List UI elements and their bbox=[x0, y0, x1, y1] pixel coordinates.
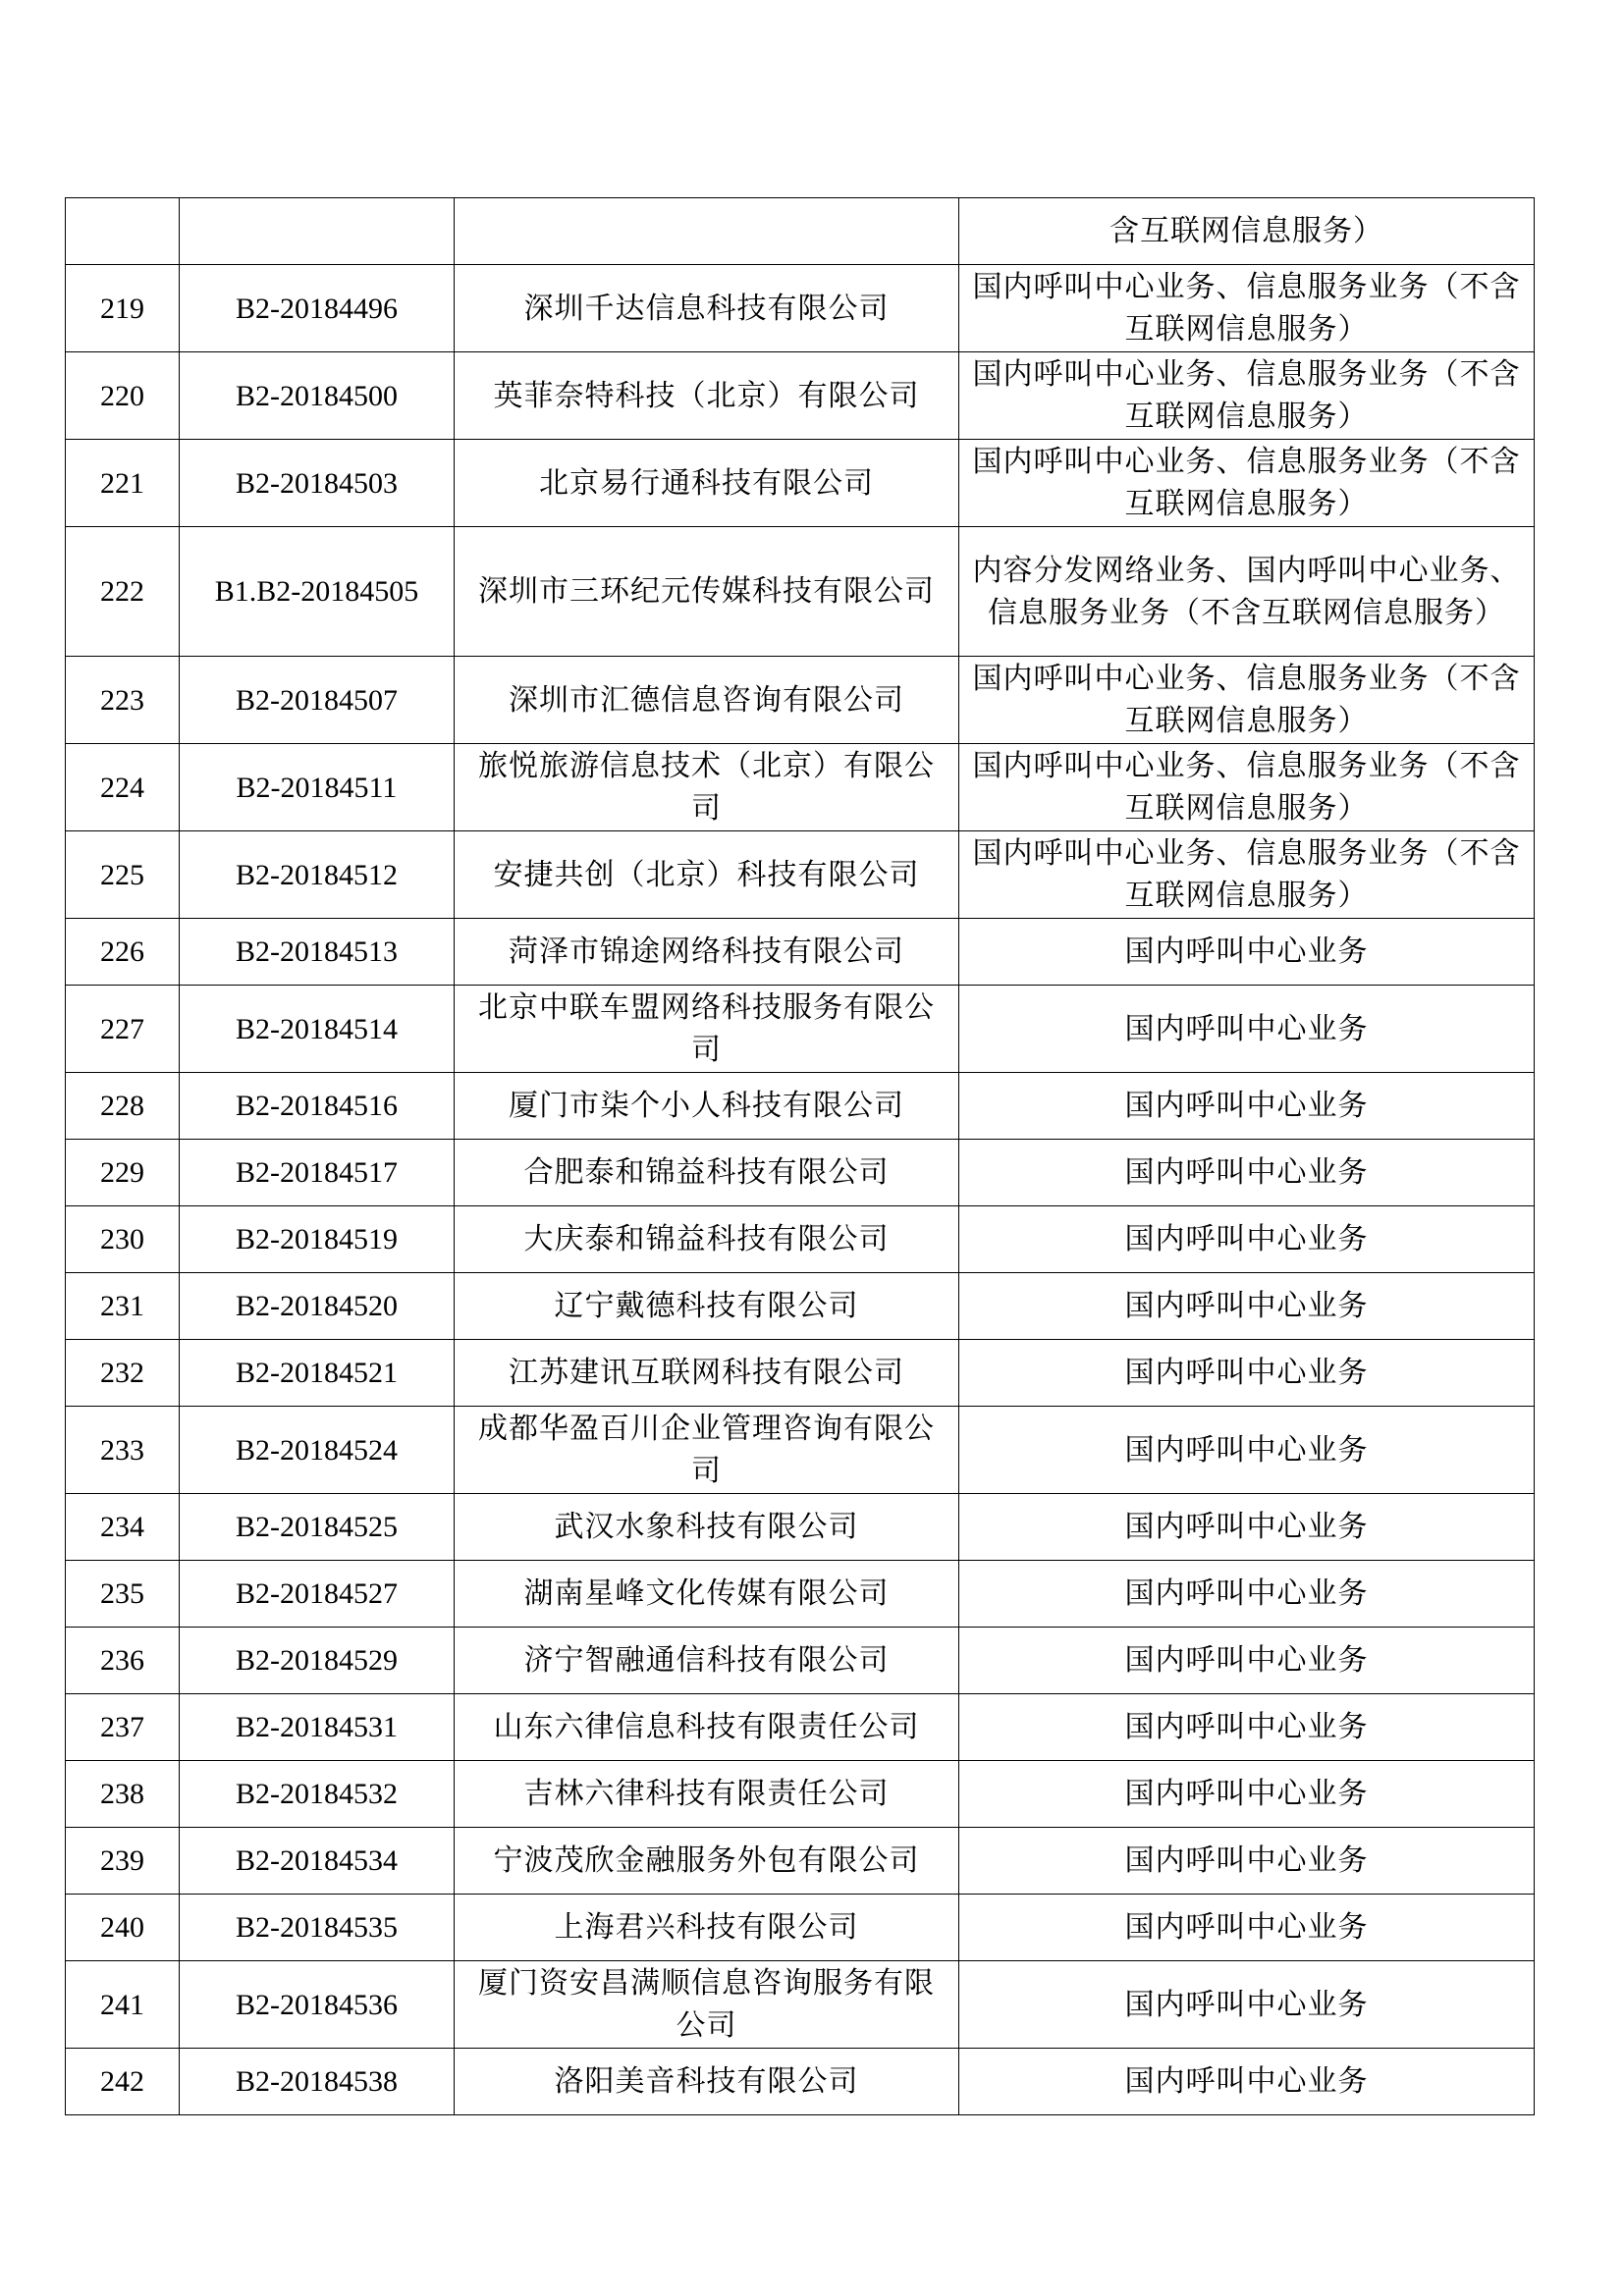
company-name-cell: 厦门市柒个小人科技有限公司 bbox=[455, 1073, 959, 1140]
company-name-cell: 合肥泰和锦益科技有限公司 bbox=[455, 1140, 959, 1206]
license-number-cell: B2-20184524 bbox=[180, 1407, 455, 1494]
table-row bbox=[66, 1273, 1535, 1340]
serial-number-cell: 234 bbox=[66, 1494, 180, 1561]
service-type-cell: 国内呼叫中心业务、信息服务业务（不含互联网信息服务） bbox=[959, 657, 1535, 744]
license-number-cell: B2-20184529 bbox=[180, 1628, 455, 1694]
company-name-cell: 洛阳美音科技有限公司 bbox=[455, 2049, 959, 2115]
table-row bbox=[66, 1206, 1535, 1273]
company-name-cell: 北京易行通科技有限公司 bbox=[455, 440, 959, 527]
company-name-cell: 江苏建讯互联网科技有限公司 bbox=[455, 1340, 959, 1407]
company-name-cell: 湖南星峰文化传媒有限公司 bbox=[455, 1561, 959, 1628]
company-name-cell: 济宁智融通信科技有限公司 bbox=[455, 1628, 959, 1694]
company-name-cell: 安捷共创（北京）科技有限公司 bbox=[455, 831, 959, 919]
serial-number-cell: 231 bbox=[66, 1273, 180, 1340]
table-row bbox=[66, 1494, 1535, 1561]
table-row bbox=[66, 1761, 1535, 1828]
license-number-cell: B2-20184521 bbox=[180, 1340, 455, 1407]
company-name-cell: 深圳市汇德信息咨询有限公司 bbox=[455, 657, 959, 744]
serial-number-cell: 239 bbox=[66, 1828, 180, 1895]
company-name-cell: 厦门资安昌满顺信息咨询服务有限公司 bbox=[455, 1961, 959, 2049]
service-type-cell: 国内呼叫中心业务 bbox=[959, 2049, 1535, 2115]
serial-number-cell bbox=[66, 198, 180, 265]
serial-number-cell: 238 bbox=[66, 1761, 180, 1828]
service-type-cell: 国内呼叫中心业务 bbox=[959, 1273, 1535, 1340]
serial-number-cell: 223 bbox=[66, 657, 180, 744]
company-name-cell: 武汉水象科技有限公司 bbox=[455, 1494, 959, 1561]
table-row bbox=[66, 919, 1535, 986]
service-type-cell: 国内呼叫中心业务 bbox=[959, 1073, 1535, 1140]
service-type-cell: 国内呼叫中心业务、信息服务业务（不含互联网信息服务） bbox=[959, 352, 1535, 440]
serial-number-cell: 237 bbox=[66, 1694, 180, 1761]
table-row bbox=[66, 1628, 1535, 1694]
table-row bbox=[66, 352, 1535, 440]
service-type-cell: 国内呼叫中心业务 bbox=[959, 919, 1535, 986]
license-number-cell: B2-20184520 bbox=[180, 1273, 455, 1340]
serial-number-cell: 233 bbox=[66, 1407, 180, 1494]
table-row bbox=[66, 831, 1535, 919]
serial-number-cell: 236 bbox=[66, 1628, 180, 1694]
serial-number-cell: 226 bbox=[66, 919, 180, 986]
table-row bbox=[66, 1140, 1535, 1206]
table-row bbox=[66, 1961, 1535, 2049]
license-number-cell: B2-20184519 bbox=[180, 1206, 455, 1273]
table-row bbox=[66, 1895, 1535, 1961]
company-name-cell: 旅悦旅游信息技术（北京）有限公司 bbox=[455, 744, 959, 831]
serial-number-cell: 242 bbox=[66, 2049, 180, 2115]
license-number-cell: B2-20184532 bbox=[180, 1761, 455, 1828]
service-type-cell: 含互联网信息服务） bbox=[959, 198, 1535, 265]
service-type-cell: 国内呼叫中心业务 bbox=[959, 986, 1535, 1073]
serial-number-cell: 225 bbox=[66, 831, 180, 919]
serial-number-cell: 240 bbox=[66, 1895, 180, 1961]
license-number-cell bbox=[180, 198, 455, 265]
serial-number-cell: 228 bbox=[66, 1073, 180, 1140]
service-type-cell: 国内呼叫中心业务 bbox=[959, 1407, 1535, 1494]
serial-number-cell: 224 bbox=[66, 744, 180, 831]
service-type-cell: 国内呼叫中心业务、信息服务业务（不含互联网信息服务） bbox=[959, 440, 1535, 527]
company-name-cell: 辽宁戴德科技有限公司 bbox=[455, 1273, 959, 1340]
service-type-cell: 内容分发网络业务、国内呼叫中心业务、信息服务业务（不含互联网信息服务） bbox=[959, 527, 1535, 657]
service-type-cell: 国内呼叫中心业务、信息服务业务（不含互联网信息服务） bbox=[959, 265, 1535, 352]
company-name-cell: 大庆泰和锦益科技有限公司 bbox=[455, 1206, 959, 1273]
service-type-cell: 国内呼叫中心业务 bbox=[959, 1694, 1535, 1761]
table-row bbox=[66, 986, 1535, 1073]
service-type-cell: 国内呼叫中心业务 bbox=[959, 1140, 1535, 1206]
license-number-cell: B2-20184507 bbox=[180, 657, 455, 744]
service-type-cell: 国内呼叫中心业务 bbox=[959, 1828, 1535, 1895]
license-number-cell: B2-20184536 bbox=[180, 1961, 455, 2049]
service-type-cell: 国内呼叫中心业务 bbox=[959, 1340, 1535, 1407]
license-number-cell: B2-20184513 bbox=[180, 919, 455, 986]
company-name-cell: 山东六律信息科技有限责任公司 bbox=[455, 1694, 959, 1761]
license-number-cell: B2-20184538 bbox=[180, 2049, 455, 2115]
table-body bbox=[66, 198, 1535, 2115]
table-row bbox=[66, 440, 1535, 527]
table-row bbox=[66, 1694, 1535, 1761]
license-number-cell: B2-20184516 bbox=[180, 1073, 455, 1140]
serial-number-cell: 241 bbox=[66, 1961, 180, 2049]
license-table bbox=[65, 197, 1535, 2115]
table-row bbox=[66, 744, 1535, 831]
license-number-cell: B2-20184531 bbox=[180, 1694, 455, 1761]
license-number-cell: B2-20184496 bbox=[180, 265, 455, 352]
serial-number-cell: 229 bbox=[66, 1140, 180, 1206]
license-number-cell: B2-20184503 bbox=[180, 440, 455, 527]
service-type-cell: 国内呼叫中心业务 bbox=[959, 1561, 1535, 1628]
license-number-cell: B2-20184535 bbox=[180, 1895, 455, 1961]
license-number-cell: B2-20184517 bbox=[180, 1140, 455, 1206]
service-type-cell: 国内呼叫中心业务 bbox=[959, 1961, 1535, 2049]
company-name-cell: 深圳市三环纪元传媒科技有限公司 bbox=[455, 527, 959, 657]
license-number-cell: B2-20184500 bbox=[180, 352, 455, 440]
company-name-cell: 英菲奈特科技（北京）有限公司 bbox=[455, 352, 959, 440]
serial-number-cell: 221 bbox=[66, 440, 180, 527]
table-row bbox=[66, 1407, 1535, 1494]
serial-number-cell: 222 bbox=[66, 527, 180, 657]
company-name-cell: 上海君兴科技有限公司 bbox=[455, 1895, 959, 1961]
company-name-cell: 宁波茂欣金融服务外包有限公司 bbox=[455, 1828, 959, 1895]
license-number-cell: B1.B2-20184505 bbox=[180, 527, 455, 657]
license-number-cell: B2-20184512 bbox=[180, 831, 455, 919]
license-number-cell: B2-20184534 bbox=[180, 1828, 455, 1895]
license-number-cell: B2-20184511 bbox=[180, 744, 455, 831]
company-name-cell: 深圳千达信息科技有限公司 bbox=[455, 265, 959, 352]
serial-number-cell: 227 bbox=[66, 986, 180, 1073]
table-row bbox=[66, 657, 1535, 744]
table-row bbox=[66, 2049, 1535, 2115]
company-name-cell: 菏泽市锦途网络科技有限公司 bbox=[455, 919, 959, 986]
company-name-cell bbox=[455, 198, 959, 265]
table-row bbox=[66, 1828, 1535, 1895]
table-row bbox=[66, 527, 1535, 657]
table-row bbox=[66, 1561, 1535, 1628]
table-row bbox=[66, 1340, 1535, 1407]
table-row bbox=[66, 265, 1535, 352]
service-type-cell: 国内呼叫中心业务、信息服务业务（不含互联网信息服务） bbox=[959, 744, 1535, 831]
table-row bbox=[66, 198, 1535, 265]
company-name-cell: 吉林六律科技有限责任公司 bbox=[455, 1761, 959, 1828]
service-type-cell: 国内呼叫中心业务 bbox=[959, 1206, 1535, 1273]
company-name-cell: 成都华盈百川企业管理咨询有限公司 bbox=[455, 1407, 959, 1494]
service-type-cell: 国内呼叫中心业务、信息服务业务（不含互联网信息服务） bbox=[959, 831, 1535, 919]
serial-number-cell: 220 bbox=[66, 352, 180, 440]
serial-number-cell: 232 bbox=[66, 1340, 180, 1407]
license-number-cell: B2-20184527 bbox=[180, 1561, 455, 1628]
company-name-cell: 北京中联车盟网络科技服务有限公司 bbox=[455, 986, 959, 1073]
license-number-cell: B2-20184525 bbox=[180, 1494, 455, 1561]
service-type-cell: 国内呼叫中心业务 bbox=[959, 1628, 1535, 1694]
table-row bbox=[66, 1073, 1535, 1140]
serial-number-cell: 219 bbox=[66, 265, 180, 352]
service-type-cell: 国内呼叫中心业务 bbox=[959, 1895, 1535, 1961]
service-type-cell: 国内呼叫中心业务 bbox=[959, 1494, 1535, 1561]
service-type-cell: 国内呼叫中心业务 bbox=[959, 1761, 1535, 1828]
license-number-cell: B2-20184514 bbox=[180, 986, 455, 1073]
serial-number-cell: 230 bbox=[66, 1206, 180, 1273]
serial-number-cell: 235 bbox=[66, 1561, 180, 1628]
